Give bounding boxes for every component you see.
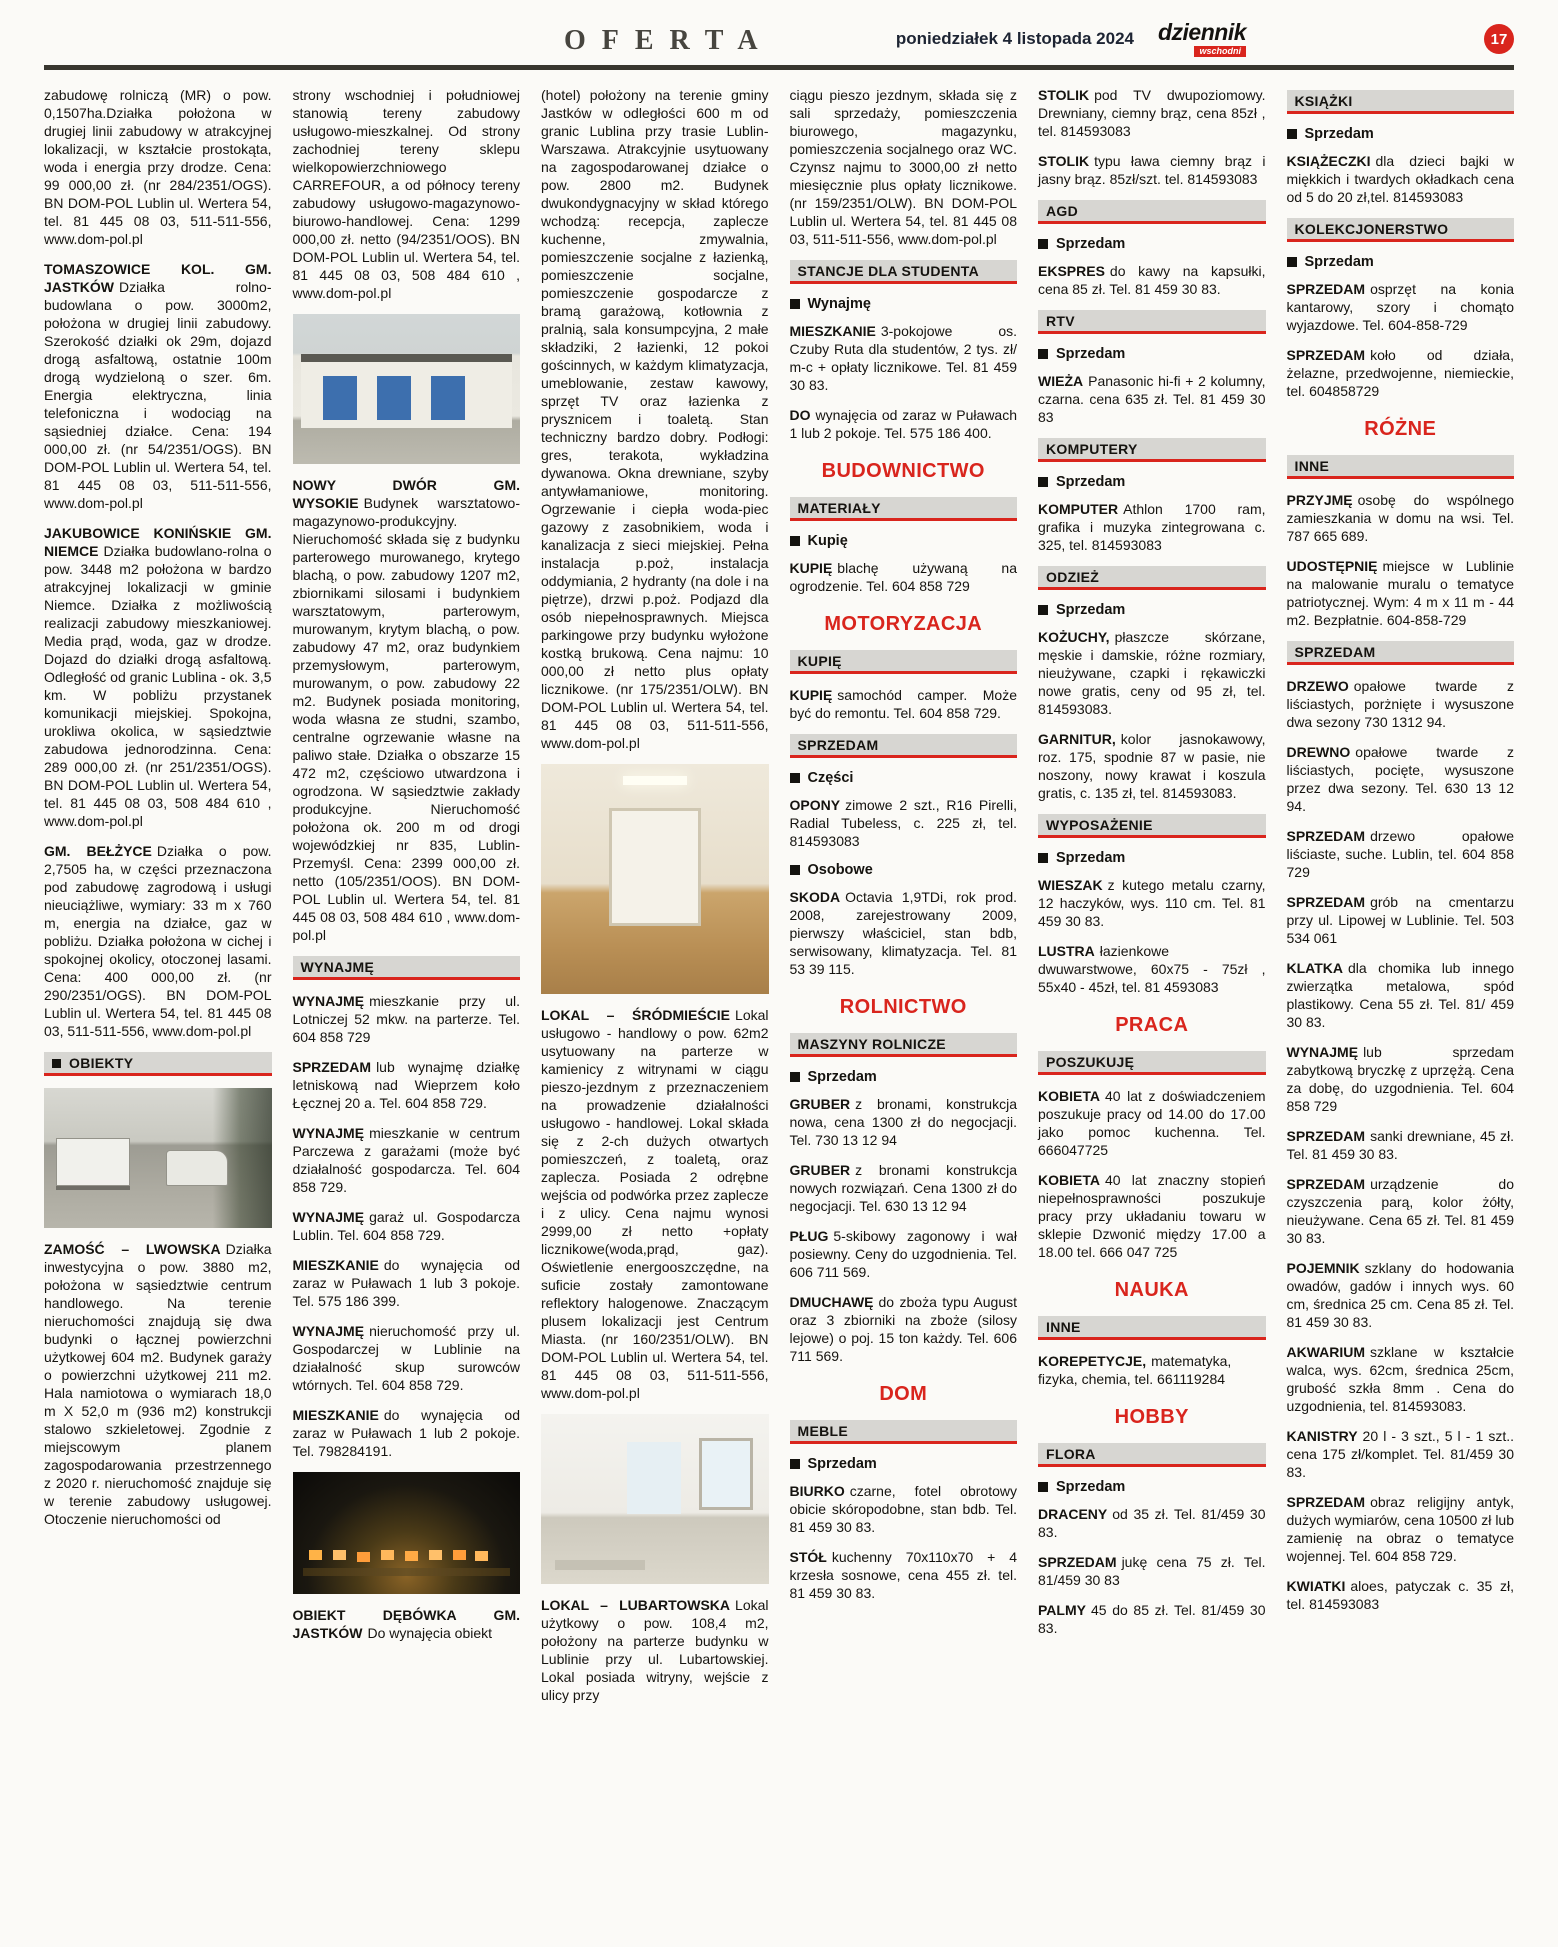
ad-body-text: 40 lat z doświadczeniem poszukuje pracy od 14.00 do 17.00 jako pomoc kuchenna. Tel. 666047725 xyxy=(1038,1088,1266,1158)
subsection-label: INNE xyxy=(1046,1319,1081,1335)
classified-ad xyxy=(1038,372,1266,426)
ad-lead-text: KUPIĘ xyxy=(789,560,833,576)
photo-warehouse-blue-doors xyxy=(293,314,521,464)
page-number-badge: 17 xyxy=(1484,24,1514,54)
subsection-label: KOMPUTERY xyxy=(1046,441,1138,457)
ad-lead-text: KUPIĘ xyxy=(789,687,833,703)
classifieds-columns xyxy=(44,86,1514,1716)
classified-ad xyxy=(1287,1259,1515,1331)
ad-body-text: grób na cmentarzu przy ul. Lipowej w Lublinie. Tel. 503 534 061 xyxy=(1286,894,1514,946)
classified-ad xyxy=(790,559,1018,595)
classified-ad xyxy=(1287,1175,1515,1247)
ad-body-text: mieszkanie w centrum Parczewa z garażami (może być działalność gospodarcza. Tel. 604 858 729. xyxy=(292,1125,520,1195)
ad-body-text: do wynajęcia od zaraz w Puławach 1 lub 2 pokoje. Tel. 798284191. xyxy=(292,1407,520,1459)
ad-body-text: sanki drewniane, 45 zł. Tel. 81 459 30 83. xyxy=(1286,1128,1514,1162)
classified-ad xyxy=(1038,1087,1266,1159)
category-bullet-header xyxy=(790,862,1018,878)
ad-lead-text: UDOSTĘPNIĘ xyxy=(1286,558,1378,574)
ad-body-text: koło od działa, żelazne, przedwojenne, niemieckie, tel. 604858729 xyxy=(1286,347,1514,399)
masthead-right xyxy=(896,21,1514,57)
subsection-label: SPRZEDAM xyxy=(1294,644,1376,660)
square-bullet-icon xyxy=(1038,239,1048,249)
ad-body-text: aloes, patyczak c. 35 zł, tel. 814593083 xyxy=(1286,1578,1514,1612)
subsection-header xyxy=(1038,310,1266,334)
ad-body-text: garaż ul. Gospodarcza Lublin. Tel. 604 858 729. xyxy=(292,1209,520,1243)
classified-ad xyxy=(790,1161,1018,1215)
ad-lead-text: PRZYJMĘ xyxy=(1286,492,1353,508)
classified-ad xyxy=(1287,827,1515,881)
category-bullet-header xyxy=(1038,346,1266,362)
ad-lead-text: EKSPRES xyxy=(1038,263,1105,279)
classified-ad xyxy=(790,686,1018,722)
ad-lead-text: SKODA xyxy=(789,889,841,905)
classified-ad xyxy=(790,406,1018,442)
ad-lead-text: WIEŻA xyxy=(1038,373,1084,389)
ad-body-text: Działka inwestycyjna o pow. 3880 m2, położona w sąsiedztwie centrum handlowego. Na terenie nieruchomości znajdują się dwa budynki o łącznej powierzchni użytkowej 604 m2. Budynek garaży o powierzchni użytkowej 211 m2. Hala namiotowa o wymiarach 18,0 m X 52,0 m (936 m2) konstrukcji stalowo szkieletowej. Zgodnie z miejscowym planem zagospodarowania przestrzennego z 2020 r. nieruchomość znajduje się w terenie zabudowy usługowej. Otoczenie nieruchomości od xyxy=(44,1241,272,1527)
square-bullet-icon xyxy=(1038,1482,1048,1492)
ad-lead-text: SPRZEDAM xyxy=(292,1059,372,1075)
bullet-label: Sprzedam xyxy=(1056,850,1126,866)
ad-body-text: typu ława ciemny brąz i jasny brąz. 85zł/szt. tel. 814593083 xyxy=(1038,153,1266,187)
column-6 xyxy=(1287,86,1515,1625)
subsection-label: RTV xyxy=(1046,313,1075,329)
ad-body-text: dla chomika lub innego zwierzątka metalowa, spód plastikowy. Cena 55 zł. Tel. 81/ 459 30 83. xyxy=(1286,960,1514,1030)
ad-body-text: Lokal usługowo - handlowy o pow. 62m2 usytuowany na parterze w kamienicy z witrynami w ciągu pieszo-jezdnym z przeznaczeniem na prowadzenie działalności usługowo - handlowej. Lokal składa się z 2-ch dużych otwartych pomieszczeń, z toaletą, oraz zaplecza. Posiada 2 odrębne wejścia od podwórka przez zaplecze i z ulicy. Cena najmu wynosi 2999,00 zł netto +opłaty licznikowe(woda,prąd, gaz). Oświetlenie energooszczędne, na suficie zostały zamontowane reflektory halogenowe. Znaczącym plusem lokalizacji jest Centrum Miasta. (nr 160/2351/OLW). BN DOM-POL Lublin ul. Wertera 54, tel. 81 445 08 03, 511-511-556, www.dom-pol.pl xyxy=(541,1007,769,1401)
classified-ad xyxy=(1287,1427,1515,1481)
ad-lead-text: DRZEWO xyxy=(1286,678,1349,694)
ad-body-text: zabudowę rolniczą (MR) o pow. 0,1507ha.Działka położona w drugiej linii zabudowy w atrakcyjnej lokalizacji, w kształcie prostokąta, woda i energia przy drodze. Cena: 99 000,00 zł. (nr 284/2351/OGS). BN DOM-POL Lublin ul. Wertera 54, tel. 81 445 08 03, 511-511-556, www.dom-pol.pl xyxy=(44,87,272,247)
ad-lead-text: STOLIK xyxy=(1038,153,1090,169)
subsection-header xyxy=(1038,438,1266,462)
ad-body-text: osobę do wspólnego zamieszkania w domu na wsi. Tel. 787 665 689. xyxy=(1286,492,1514,544)
ad-lead-text: GARNITUR, xyxy=(1038,731,1116,747)
ad-lead-text: WYNAJMĘ xyxy=(292,1323,365,1339)
ad-body-text: czarne, fotel obrotowy obicie skóropodobne, stan bdb. Tel. 81 459 30 83. xyxy=(789,1483,1017,1535)
ad-body-text: pod TV dwupoziomowy. Drewniany, ciemny brąz, cena 85zł , tel. 814593083 xyxy=(1038,87,1266,139)
square-bullet-icon xyxy=(790,865,800,875)
ad-lead-text: WYNAJMĘ xyxy=(292,993,365,1009)
classified-ad xyxy=(790,322,1018,394)
ad-lead-text: GRUBER xyxy=(789,1162,851,1178)
bullet-label: Sprzedam xyxy=(1304,126,1374,142)
ad-lead-text: TOMASZOWICE KOL. GM. JASTKÓW xyxy=(44,261,272,295)
subsection-header xyxy=(1038,1443,1266,1467)
classified-ad xyxy=(1287,1343,1515,1415)
ad-body-text: 45 do 85 zł. Tel. 81/459 30 83. xyxy=(1038,1602,1266,1636)
subsection-header xyxy=(790,734,1018,758)
subsection-header xyxy=(1287,90,1515,114)
classified-ad xyxy=(790,1227,1018,1281)
ad-lead-text: WIESZAK xyxy=(1038,877,1103,893)
ad-body-text: strony wschodniej i południowej stanowią tereny zabudowy usługowo-mieszkalnej. Od strony zachodniej tereny sklepu wielkopowierzchniowego CARREFOUR, a od północy tereny zabudowy usługowo-magazynowo-biurowo-handlowej. Cena: 1299 000,00 zł. netto (94/2351/OOS). BN DOM-POL Lublin ul. Wertera 54, tel. 81 445 08 03, 508 484 610 , www.dom-pol.pl xyxy=(292,87,520,301)
category-bullet-header xyxy=(1038,1479,1266,1495)
classified-ad xyxy=(293,1322,521,1394)
ad-lead-text: KLATKA xyxy=(1286,960,1344,976)
ad-body-text: do wynajęcia od zaraz w Puławach 1 lub 3 pokoje. Tel. 575 186 399. xyxy=(292,1257,520,1309)
classified-ad xyxy=(293,1406,521,1460)
ad-lead-text: PŁUG xyxy=(789,1228,829,1244)
ad-body-text: dla dzieci bajki w miękkich i twardych okładkach cena od 5 do 20 zł,tel. 814593083 xyxy=(1286,153,1514,205)
column-3 xyxy=(541,86,769,1716)
ad-body-text: 40 lat znaczny stopień niepełnosprawności poszukuje pracy przy układaniu towaru w sklepie Dzwonić między 17.00 a 18.00 tel. 666 047 725 xyxy=(1038,1172,1266,1260)
square-bullet-icon xyxy=(790,1072,800,1082)
square-bullet-icon xyxy=(790,773,800,783)
masthead xyxy=(44,14,1514,70)
classified-ad xyxy=(1038,500,1266,554)
classified-ad xyxy=(790,1548,1018,1602)
classified-ad xyxy=(293,1256,521,1310)
bullet-label: Sprzedam xyxy=(1304,254,1374,270)
ad-lead-text: OBIEKT DĘBÓWKA GM. JASTKÓW xyxy=(292,1607,520,1641)
ad-body-text: kuchenny 70x110x70 + 4 krzesła sosnowe, cena 455 zł. tel. 81 459 30 83. xyxy=(789,1549,1017,1601)
subsection-label: KSIĄŻKI xyxy=(1294,93,1353,109)
ad-lead-text: LUSTRA xyxy=(1038,943,1095,959)
subsection-label: AGD xyxy=(1046,203,1079,219)
ad-lead-text: AKWARIUM xyxy=(1286,1344,1366,1360)
section-header: MOTORYZACJA xyxy=(824,613,983,635)
classified-ad xyxy=(44,524,272,830)
subsection-header xyxy=(44,1052,272,1076)
ad-body-text: opałowe twarde z liściastych, porżnięte i wysuszone dwa sezony 730 1312 94. xyxy=(1286,678,1514,730)
ad-lead-text: DREWNO xyxy=(1286,744,1351,760)
ad-lead-text: MIESZKANIE xyxy=(292,1407,379,1423)
subsection-header xyxy=(1038,1316,1266,1340)
section-header: ROLNICTWO xyxy=(839,996,967,1018)
classified-ad xyxy=(1038,152,1266,188)
photo-empty-room-interior xyxy=(541,1414,769,1584)
classified-ad xyxy=(293,1058,521,1112)
classified-ad xyxy=(1287,743,1515,815)
square-bullet-icon xyxy=(790,1459,800,1469)
ad-body-text: płaszcze skórzane, męskie i damskie, różne rozmiary, nieużywane, czapki i rękawiczki nowe gratis, ceny od 95 zł, tel. 814593083. xyxy=(1038,629,1266,717)
subsection-header xyxy=(1287,641,1515,665)
classified-ad xyxy=(1038,1171,1266,1261)
ad-lead-text: GRUBER xyxy=(789,1096,851,1112)
ad-lead-text: SPRZEDAM xyxy=(1038,1554,1117,1570)
photo-industrial-yard-trucks xyxy=(44,1088,272,1228)
bullet-label: Sprzedam xyxy=(1056,236,1126,252)
section-header: HOBBY xyxy=(1114,1406,1189,1428)
ad-lead-text: SPRZEDAM xyxy=(1286,281,1366,297)
classified-ad xyxy=(1287,893,1515,947)
ad-lead-text: KOBIETA xyxy=(1038,1172,1100,1188)
subsection-header xyxy=(1038,814,1266,838)
subsection-label: MEBLE xyxy=(797,1423,848,1439)
ad-lead-text: KWIATKI xyxy=(1286,1578,1346,1594)
logo-wschodni-text: wschodni xyxy=(1194,46,1246,57)
classified-ad xyxy=(790,888,1018,978)
logo-dziennik-text: dziennik xyxy=(1157,19,1246,45)
ad-lead-text: NOWY DWÓR GM. WYSOKIE xyxy=(292,477,520,511)
classified-ad xyxy=(1287,491,1515,545)
classified-ad xyxy=(1038,876,1266,930)
classified-ad xyxy=(790,1293,1018,1365)
category-bullet-header xyxy=(790,296,1018,312)
ad-lead-text: KSIĄŻECZKI xyxy=(1286,153,1371,169)
category-bullet-header xyxy=(1287,126,1515,142)
ad-body-text: szklany do hodowania owadów, gadów i innych wys. 60 cm, średnica 25 cm. Cena 85 zł. Tel. 81 459 30 83. xyxy=(1286,1260,1514,1330)
ad-lead-text: LOKAL – LUBARTOWSKA xyxy=(541,1597,731,1613)
category-bullet-header xyxy=(790,533,1018,549)
ad-lead-text: KOREPETYCJE, xyxy=(1038,1353,1147,1369)
ad-body-text: obraz religijny antyk, dużych wymiarów, cena 10500 zł lub zamienię na obraz o tematyce wojennej. Tel. 604 858 729. xyxy=(1286,1494,1514,1564)
classified-ad xyxy=(293,1208,521,1244)
ad-lead-text: BIURKO xyxy=(789,1483,845,1499)
ad-lead-text: STÓŁ xyxy=(789,1549,827,1565)
ad-body-text: Działka o pow. 2,7505 ha, w części przeznaczona pod zabudowę zagrodową i usługi nieuciążliwe, wymiary: 33 m x 760 m, energia na działce, gaz w pobliżu. Działka położona w cichej i spokojnej okolicy, otoczonej lasami. Cena: 400 000,00 zł. (nr 290/2351/OGS). BN DOM-POL Lublin ul. Wertera 54, tel. 81 445 08 03, 511-511-556, www.dom-pol.pl xyxy=(44,843,272,1039)
ad-body-text: 3-pokojowe os. Czuby Ruta dla studentów, 2 tys. zł/ m-c + opłaty licznikowe. Tel. 81 459 30 83. xyxy=(789,323,1017,393)
category-bullet-header xyxy=(1038,602,1266,618)
ad-lead-text: WYNAJMĘ xyxy=(292,1125,365,1141)
category-bullet-header xyxy=(790,1069,1018,1085)
classified-ad xyxy=(1038,1352,1266,1388)
ad-body-text: kolor jasnokawowy, roz. 175, spodnie 87 w pasie, nie noszony, nowy krawat i koszula gratis, c. 135 zł, tel. 814593083. xyxy=(1038,731,1266,801)
bullet-label: Wynajmę xyxy=(807,296,871,312)
ad-body-text: lub sprzedam zabytkową bryczkę z uprzężą. Cena za dobę, do uzgodnienia. Tel. 604 858 729 xyxy=(1286,1044,1514,1114)
ad-lead-text: WYNAJMĘ xyxy=(1286,1044,1359,1060)
ad-body-text: łazienkowe dwuwarstwowe, 60x75 - 75zł , 55x40 - 45zł, tel. 81 4593083 xyxy=(1038,943,1266,995)
ad-lead-text: MIESZKANIE xyxy=(789,323,876,339)
newspaper-logo xyxy=(1158,21,1246,57)
ad-body-text: z kutego metalu czarny, 12 haczyków, wys. 110 cm. Tel. 81 459 30 83. xyxy=(1038,877,1266,929)
category-bullet-header xyxy=(790,770,1018,786)
classified-ad xyxy=(1038,1553,1266,1589)
ad-body-text: Działka rolno-budowlana o pow. 3000m2, położona w drugiej linii zabudowy. Szerokość działki ok 29m, dojazd drogą asfaltową, ostatnie 100m drogą wydzieloną o szer. 6m. Energia elektryczna, linia telefoniczna i wodociąg na sąsiedniej działce. Cena: 194 000,00 zł. (nr 54/2351/OGS). BN DOM-POL Lublin ul. Wertera 54, tel. 81 445 08 03, 511-511-556, www.dom-pol.pl xyxy=(44,279,272,511)
ad-body-text: urządzenie do czyszczenia parą, kolor żółty, nieużywane. Cena 65 zł. Tel. 81 459 30 83. xyxy=(1286,1176,1514,1246)
classified-ad xyxy=(44,260,272,512)
bullet-label: Sprzedam xyxy=(1056,1479,1126,1495)
classified-ad xyxy=(293,1124,521,1196)
ad-body-text: Działka budowlano-rolna o pow. 3448 m2 położona w bardzo atrakcyjnej lokalizacji w gminie Niemce. Działka z możliwością realizacji zabudowy mieszkaniowej. Media prąd, woda, gaz w drodze. Dojazd do działki drogą asfaltową. Odległość od granic Lublina - ok. 3,5 km. W pobliżu przystanek komunikacji miejskiej. Spokojna, urokliwa okolica, w sąsiedztwie zabudowa jednorodzinna. Cena: 289 000,00 zł. (nr 251/2351/OGS). BN DOM-POL Lublin ul. Wertera 54, tel. 81 445 08 03, 508 484 610 , www.dom-pol.pl xyxy=(44,543,272,829)
square-bullet-icon xyxy=(1038,853,1048,863)
ad-body-text: Octavia 1,9TDi, rok prod. 2008, zarejestrowany 2009, pierwszy właściciel, stan bdb, serwisowany, klimatyzacja. Tel. 81 53 39 115. xyxy=(789,889,1017,977)
bullet-label: Sprzedam xyxy=(1056,346,1126,362)
ad-body-text: opałowe twarde z liściastych, pocięte, wysuszone przez dwa sezony. Tel. 630 13 12 94. xyxy=(1286,744,1514,814)
classified-ad xyxy=(790,1095,1018,1149)
classified-ad xyxy=(790,1482,1018,1536)
classified-ad xyxy=(293,1606,521,1642)
ad-body-text: osprzęt na konia kantarowy, szory i chomąto wyjazdowe. Tel. 604-858-729 xyxy=(1286,281,1514,333)
column-2 xyxy=(293,86,521,1654)
classified-ad xyxy=(1038,628,1266,718)
photo-hallway-interior xyxy=(541,764,769,994)
ad-lead-text: STOLIK xyxy=(1038,87,1090,103)
ad-body-text: samochód camper. Może być do remontu. Tel. 604 858 729. xyxy=(789,687,1017,721)
subsection-label: KOLEKCJONERSTWO xyxy=(1294,221,1449,237)
bullet-label: Sprzedam xyxy=(1056,474,1126,490)
ad-body-text: do kawy na kapsułki, cena 85 zł. Tel. 81 459 30 83. xyxy=(1038,263,1266,297)
square-bullet-icon xyxy=(1287,257,1297,267)
ad-body-text: miejsce w Lublinie na malowanie muralu o tematyce patriotycznej. Wym: 4 m x 11 m - 44 m2. Bezpłatnie. 604-858-729 xyxy=(1286,558,1514,628)
ad-body-text: lub wynajmę działkę letniskową nad Wieprzem koło Łęcznej 20 a. Tel. 604 858 729. xyxy=(292,1059,520,1111)
ad-body-text: Athlon 1700 ram, grafika i muzyka zintegrowana c. 325, tel. 814593083 xyxy=(1038,501,1266,553)
classified-ad xyxy=(1038,942,1266,996)
classified-ad xyxy=(1287,1577,1515,1613)
ad-body-text: z bronami, konstrukcja nowa, cena 1300 zł do negocjacji. Tel. 730 13 12 94 xyxy=(789,1096,1017,1148)
ad-body-text: 5-skibowy zagonowy i wał posiewny. Ceny do uzgodnienia. Tel. 606 711 569. xyxy=(789,1228,1017,1280)
subsection-header xyxy=(1038,1051,1266,1075)
ad-body-text: wynajęcia od zaraz w Puławach 1 lub 2 pokoje. Tel. 575 186 400. xyxy=(789,407,1017,441)
subsection-header xyxy=(790,497,1018,521)
square-bullet-icon xyxy=(1038,477,1048,487)
bullet-label: Sprzedam xyxy=(807,1456,877,1472)
classified-ad xyxy=(1287,959,1515,1031)
category-bullet-header xyxy=(1038,236,1266,252)
ad-lead-text: KOBIETA xyxy=(1038,1088,1100,1104)
classified-ad xyxy=(541,1596,769,1704)
page-section-title: OFERTA xyxy=(564,25,774,56)
classified-ad xyxy=(293,476,521,944)
subsection-header xyxy=(790,1033,1018,1057)
classified-ad xyxy=(1038,1505,1266,1541)
section-header: RÓŻNE xyxy=(1364,418,1437,440)
ad-body-text: Panasonic hi-fi + 2 kolumny, czarna. cena 635 zł. Tel. 81 459 30 83 xyxy=(1038,373,1266,425)
ad-body-text: matematyka, fizyka, chemia, tel. 661119284 xyxy=(1038,1353,1232,1387)
ad-body-text: (hotel) położony na terenie gminy Jastków w odległości 600 m od granic Lublina przy trasie Lublin- Warszawa. Atrakcyjnie usytuowany na zagospodarowanej działce o pow. 2800 m2. Budynek dwukondygnacyjny w skład którego wchodzą: recepcja, zaplecze kuchenne, zmywalnia, pomieszczenie socjalne z łazienką, pomieszczenie socjalne, pomieszczenie gospodarcze z bramą garażową, kotłownia z pralnią, sala konsumpcyjna, 2 małe składziki, 2 łazienki, 12 pokoi gościnnych, w każdym klimatyzacja, umeblowanie, zestaw kawowy, sprzęt TV oraz łazienka z prysznicem i toaletą. Stan techniczny bardzo dobry. Podłogi: gres, terakota, wykładzina dywanowa. Okna drewniane, szyby antywłamaniowe, monitoring. Ogrzewanie i ciepła woda-piec gazowy z zasobnikiem, woda i kanalizacja z sieci miejskiej. Pełna instalacja p.poż, instalacja oddymiania, 2 hydranty (na dole i na piętrze), drzwi p.poż. Podjazd dla osób niepełnosprawnych. Miejsca parkingowe przy budynku wyłożone kostką brukową. Cena najmu: 10 000,00 zł netto plus opłaty licznikowe. (nr 175/2351/OLW). BN DOM-POL Lublin ul. Wertera 54, tel. 81 445 08 03, 511-511-556, www.dom-pol.pl xyxy=(541,87,769,751)
classified-ad xyxy=(293,992,521,1046)
classified-ad xyxy=(1038,262,1266,298)
ad-body-text: Do wynajęcia obiekt xyxy=(367,1625,493,1641)
classified-ad xyxy=(1287,346,1515,400)
bullet-label: Kupię xyxy=(807,533,848,549)
ad-lead-text: KANISTRY xyxy=(1286,1428,1358,1444)
ad-body-text: szklane w kształcie walca, wys. 62cm, średnica 25cm, grubość szkła 8mm . Cena do uzgodnienia, tel. 814593083. xyxy=(1286,1344,1514,1414)
category-bullet-header xyxy=(1038,850,1266,866)
ad-lead-text: MIESZKANIE xyxy=(292,1257,379,1273)
classified-ad xyxy=(1287,557,1515,629)
ad-lead-text: OPONY xyxy=(789,797,841,813)
subsection-label: MASZYNY ROLNICZE xyxy=(797,1036,946,1052)
square-bullet-icon xyxy=(1287,129,1297,139)
subsection-label: ODZIEŻ xyxy=(1046,569,1100,585)
section-header: NAUKA xyxy=(1114,1279,1189,1301)
classified-ad xyxy=(1287,280,1515,334)
classified-ad xyxy=(541,86,769,752)
subsection-label: OBIEKTY xyxy=(69,1055,134,1071)
ad-lead-text: DRACENY xyxy=(1038,1506,1108,1522)
classified-ad xyxy=(1038,86,1266,140)
subsection-header xyxy=(293,956,521,980)
subsection-label: KUPIĘ xyxy=(797,653,842,669)
classified-ad xyxy=(541,1006,769,1402)
section-header: DOM xyxy=(879,1383,928,1405)
ad-lead-text: POJEMNIK xyxy=(1286,1260,1360,1276)
ad-body-text: ciągu pieszo jezdnym, składa się z sali sprzedaży, pomieszczenia biurowego, magazynku, pomieszczenia socjalnego oraz WC. Czynsz najmu to 3000,00 zł netto miesięcznie plus opłaty licznikowe. (nr 159/2351/OLW). BN DOM-POL Lublin ul. Wertera 54, tel. 81 445 08 03, 511-511-556, www.dom-pol.pl xyxy=(789,87,1017,247)
subsection-header xyxy=(1287,455,1515,479)
category-bullet-header xyxy=(790,1456,1018,1472)
ad-lead-text: WYNAJMĘ xyxy=(292,1209,365,1225)
subsection-label: POSZUKUJĘ xyxy=(1046,1054,1135,1070)
classified-ad xyxy=(790,796,1018,850)
square-bullet-icon xyxy=(1038,349,1048,359)
ad-body-text: do zboża typu August oraz 3 zbiorniki na zboże (silosy lejowe) o poj. 15 ton każdy. Tel. 606 711 569. xyxy=(789,1294,1017,1364)
classified-ad xyxy=(44,1240,272,1528)
ad-lead-text: ZAMOŚĆ – LWOWSKA xyxy=(44,1241,221,1257)
ad-body-text: nieruchomość przy ul. Gospodarczej w Lublinie na działalność skup surowców wtórnych. Tel. 604 858 729. xyxy=(292,1323,520,1393)
section-header: PRACA xyxy=(1115,1014,1189,1036)
ad-lead-text: SPRZEDAM xyxy=(1286,828,1366,844)
square-bullet-icon xyxy=(1038,605,1048,615)
classified-ad xyxy=(1287,1127,1515,1163)
ad-lead-text: SPRZEDAM xyxy=(1286,1494,1366,1510)
classified-ad xyxy=(1287,1493,1515,1565)
ad-lead-text: KOMPUTER xyxy=(1038,501,1119,517)
bullet-label: Sprzedam xyxy=(1056,602,1126,618)
ad-body-text: zimowe 2 szt., R16 Pirelli, Radial Tubeless, c. 225 zł, tel. 814593083 xyxy=(789,797,1017,849)
classified-ad xyxy=(293,86,521,302)
subsection-label: WYPOSAŻENIE xyxy=(1046,817,1153,833)
classified-ad xyxy=(1287,1043,1515,1115)
ad-lead-text: LOKAL – ŚRÓDMIEŚCIE xyxy=(541,1007,731,1023)
subsection-label: WYNAJMĘ xyxy=(300,959,375,975)
ad-lead-text: DMUCHAWĘ xyxy=(789,1294,874,1310)
ad-lead-text: KOŻUCHY, xyxy=(1038,629,1110,645)
column-4 xyxy=(790,86,1018,1614)
ad-body-text: Lokal użytkowy o pow. 108,4 m2, położony na parterze budynku w Lublinie przy ul. Lubartowskiej. Lokal posiada witryny, wejście z ulicy przy xyxy=(541,1597,769,1703)
ad-lead-text: JAKUBOWICE KONIŃSKIE GM. NIEMCE xyxy=(44,525,272,559)
classified-ad xyxy=(44,86,272,248)
classified-ad xyxy=(1287,677,1515,731)
bullet-label: Części xyxy=(807,770,854,786)
column-5 xyxy=(1038,86,1266,1649)
bullet-label: Sprzedam xyxy=(807,1069,877,1085)
bullet-label: Osobowe xyxy=(807,862,873,878)
ad-lead-text: SPRZEDAM xyxy=(1286,1176,1366,1192)
ad-body-text: od 35 zł. Tel. 81/459 30 83. xyxy=(1038,1506,1266,1540)
square-bullet-icon xyxy=(790,536,800,546)
ad-body-text: blachę używaną na ogrodzenie. Tel. 604 858 729 xyxy=(789,560,1017,594)
subsection-label: STANCJE DLA STUDENTA xyxy=(797,263,980,279)
classified-ad xyxy=(1038,730,1266,802)
ad-lead-text: SPRZEDAM xyxy=(1286,347,1366,363)
square-bullet-icon xyxy=(790,299,800,309)
subsection-label: SPRZEDAM xyxy=(797,737,879,753)
ad-body-text: Budynek warsztatowo-magazynowo-produkcyjny. Nieruchomość składa się z budynku parterowego murowanego, krytego blachą, o pow. zabudowy 1207 m2, zbiornikami silosami i budynkiem warsztatowym, parterowym, murowanym, krytym blachą, o pow. zabudowy 47 m2, oraz budynkiem przemysłowym, parterowym, murowanym, o pow. zabudowy 22 m2. Budynek posiada monitoring, woda własna ze studni, szambo, centralne ogrzewanie własne na paliwo stałe. Działka o obszarze 15 472 m2, częściowo utwardzona i ogrodzona. W sąsiedztwie zakłady produkcyjne. Nieruchomość położona ok. 200 m od drogi wojewódzkiej nr 835, Lublin-Przemyśl. Cena: 2399 000,00 zł. netto (105/2351/OOS). BN DOM-POL Lublin ul. Wertera 54, tel. 81 445 08 03, 508 484 610 , www.dom-pol.pl xyxy=(292,495,520,943)
section-header: BUDOWNICTWO xyxy=(821,460,985,482)
subsection-label: FLORA xyxy=(1046,1446,1096,1462)
ad-body-text: mieszkanie przy ul. Lotniczej 52 mkw. na parterze. Tel. 604 858 729 xyxy=(292,993,520,1045)
subsection-header xyxy=(1038,200,1266,224)
ad-lead-text: PALMY xyxy=(1038,1602,1086,1618)
issue-date: poniedziałek 4 listopada 2024 xyxy=(895,29,1134,48)
ad-body-text: z bronami konstrukcja nowych rozwiązań. Cena 1300 zł do negocjacji. Tel. 630 13 12 94 xyxy=(789,1162,1017,1214)
ad-body-text: drzewo opałowe liściaste, suche. Lublin, tel. 604 858 729 xyxy=(1286,828,1514,880)
ad-body-text: 20 l - 3 szt., 5 l - 1 szt.. cena 175 zł/komplet. Tel. 81/459 30 83. xyxy=(1286,1428,1514,1480)
subsection-label: MATERIAŁY xyxy=(797,500,881,516)
ad-lead-text: SPRZEDAM xyxy=(1286,894,1366,910)
classified-ad xyxy=(44,842,272,1040)
ad-lead-text: GM. BEŁŻYCE xyxy=(44,843,152,859)
column-1 xyxy=(44,86,272,1540)
photo-building-at-night xyxy=(293,1472,521,1594)
subsection-header xyxy=(1038,566,1266,590)
classified-ad xyxy=(790,86,1018,248)
subsection-header xyxy=(790,650,1018,674)
category-bullet-header xyxy=(1038,474,1266,490)
ad-body-text: jukę cena 75 zł. Tel. 81/459 30 83 xyxy=(1038,1554,1266,1588)
subsection-header xyxy=(790,1420,1018,1444)
subsection-label: INNE xyxy=(1294,458,1330,474)
classified-ad xyxy=(1287,152,1515,206)
subsection-header xyxy=(1287,218,1515,242)
subsection-header xyxy=(790,260,1018,284)
classified-ad xyxy=(1038,1601,1266,1637)
ad-lead-text: SPRZEDAM xyxy=(1286,1128,1366,1144)
ad-lead-text: DO xyxy=(789,407,811,423)
category-bullet-header xyxy=(1287,254,1515,270)
